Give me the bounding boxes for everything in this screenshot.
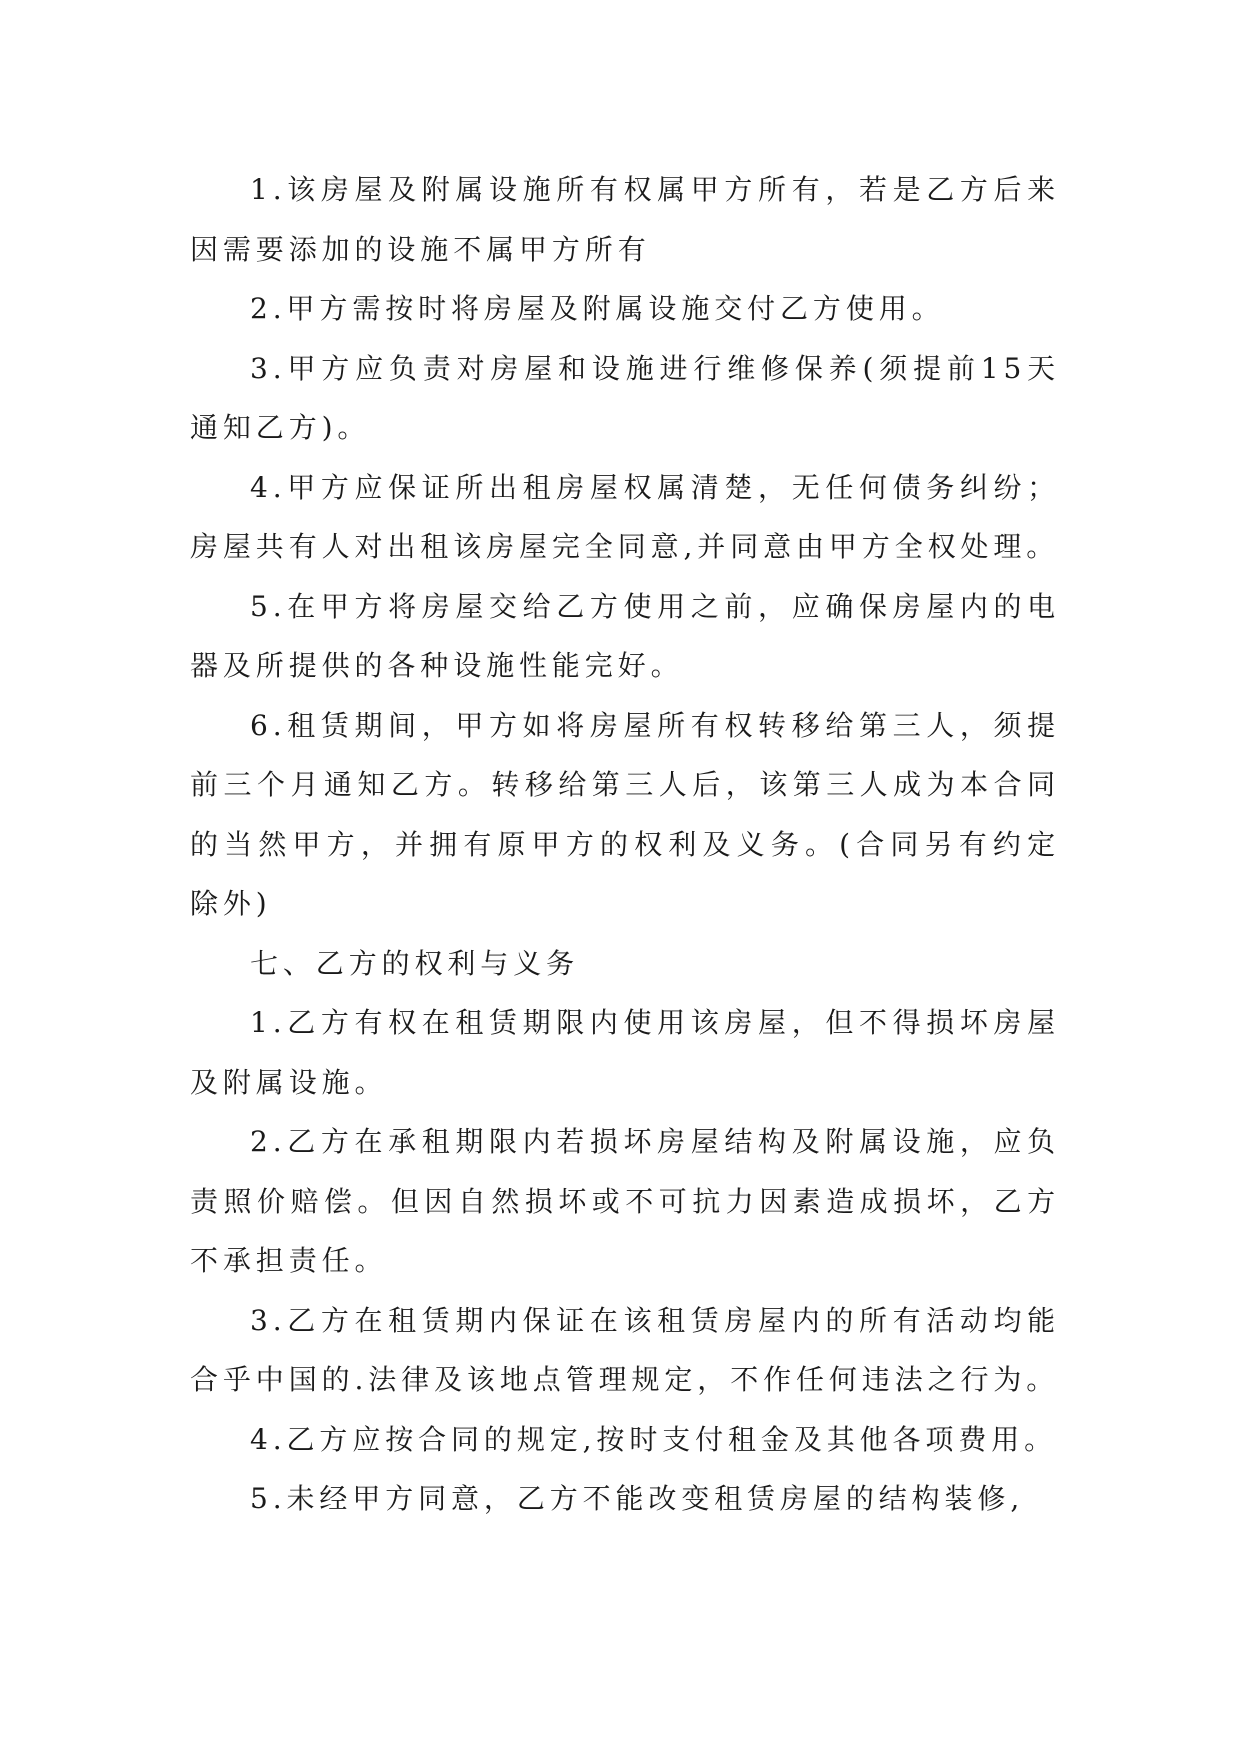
paragraph-tenant-alterations: 5.未经甲方同意，乙方不能改变租赁房屋的结构装修, [250,1482,1025,1515]
paragraph-tenant-use: 1.乙方有权在租赁期限内使用该房屋，但不得损坏房屋及附属设施。 [190,1006,1060,1099]
paragraph-tenant-damage: 2.乙方在承租期限内若损坏房屋结构及附属设施，应负责照价赔偿。但因自然损坏或不可抗力因素造成损坏，乙方不承担责任。 [190,1125,1060,1277]
paragraph-landlord-transfer: 6.租赁期间，甲方如将房屋所有权转移给第三人，须提前三个月通知乙方。转移给第三人后，该第三人成为本合同的当然甲方，并拥有原甲方的权利及义务。(合同另有约定除外) [190,708,1060,920]
paragraph-landlord-title-guarantee: 4.甲方应保证所出租房屋权属清楚，无任何债务纠纷；房屋共有人对出租该房屋完全同意,并同意由甲方全权处理。 [190,470,1060,563]
paragraph-landlord-ownership: 1.该房屋及附属设施所有权属甲方所有，若是乙方后来因需要添加的设施不属甲方所有 [190,173,1060,266]
section-heading-tenant-rights: 七、乙方的权利与义务 [250,946,580,980]
paragraph-tenant-payment: 4.乙方应按合同的规定,按时支付租金及其他各项费用。 [250,1422,1058,1456]
paragraph-landlord-maintenance: 3.甲方应负责对房屋和设施进行维修保养(须提前15天通知乙方)。 [190,351,1060,444]
paragraph-tenant-compliance: 3.乙方在租赁期内保证在该租赁房屋内的所有活动均能合乎中国的.法律及该地点管理规定，不作任何违法之行为。 [190,1303,1060,1396]
document-body [190,160,1060,1529]
paragraph-landlord-appliances: 5.在甲方将房屋交给乙方使用之前，应确保房屋内的电器及所提供的各种设施性能完好。 [190,589,1060,682]
paragraph-landlord-delivery: 2.甲方需按时将房屋及附属设施交付乙方使用。 [250,292,945,325]
